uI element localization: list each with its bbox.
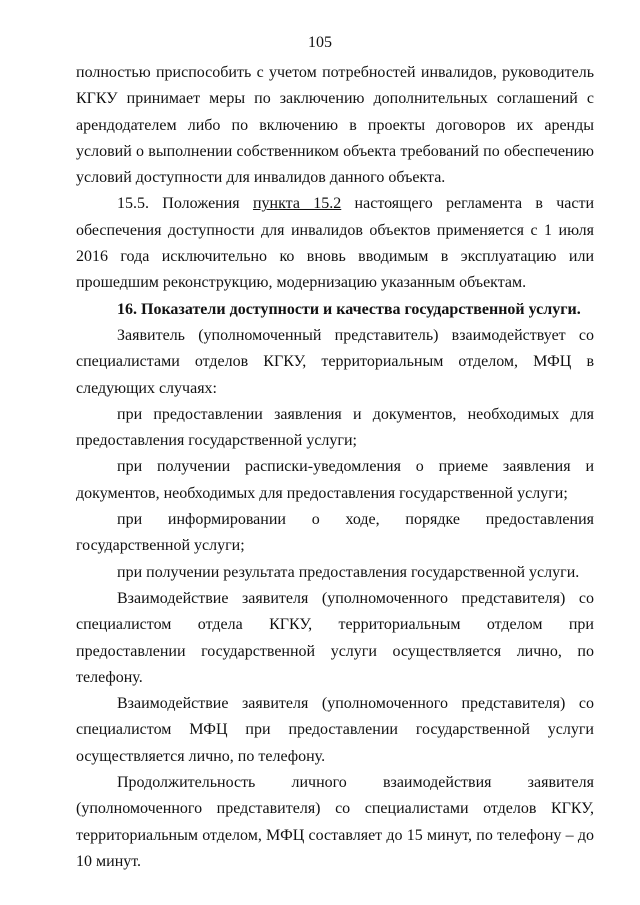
paragraph-accessibility-measures: полностью приспособить с учетом потребностей инвалидов, руководитель КГКУ принимает меры по заключению дополнительных соглашений с арендодателем либо по включению в проекты договоров их аренды условий о выполнении собственником объекта требований по обеспечению условий доступности для инвалидов данного объекта. — [76, 64, 594, 187]
section-16-heading: 16. Показатели доступности и качества государственной услуги. — [117, 300, 581, 318]
paragraph-interaction-duration: Продолжительность личного взаимодействия заявителя (уполномоченного представителя) со специалистами отделов КГКУ, территориальным отделом, МФЦ составляет до 15 минут, по телефону – до 10 минут. — [76, 774, 594, 870]
list-item-result: при получении результата предоставления государственной услуги. — [117, 563, 580, 581]
page-number: 105 — [308, 34, 332, 51]
paragraph-15-5-rest: настоящего регламента в части обеспечения доступности для инвалидов объектов применяется с 1 июля 2016 года исключительно ко вновь вводимым в эксплуатацию или прошедшим реконструкцию, модернизацию указанным объектам. — [76, 195, 595, 292]
paragraph-15-5-start: 15.5. Положения — [117, 195, 253, 213]
paragraph-mfc-interaction: Взаимодействие заявителя (уполномоченного представителя) со специалистом МФЦ при предоставлении государственной услуги осуществляется лично, по телефону. — [76, 695, 594, 765]
paragraph-15-5 — [76, 191, 594, 296]
clause-15-2-link[interactable]: пункта 15.2 — [252, 195, 342, 213]
list-item-informing: при информировании о ходе, порядке предоставления государственной услуги; — [76, 511, 594, 555]
paragraph-kgku-interaction: Взаимодействие заявителя (уполномоченного представителя) со специалистом отдела КГКУ, территориальным отделом при предоставлении государственной услуги осуществляется лично, по телефону. — [76, 589, 594, 686]
list-item-receipt: при получении расписки-уведомления о приеме заявления и документов, необходимых для предоставления государственной услуги; — [76, 458, 594, 502]
list-item-submission: при предоставлении заявления и документов, необходимых для предоставления государственной услуги; — [76, 405, 594, 450]
paragraph-interaction-cases: Заявитель (уполномоченный представитель) взаимодействует со специалистами отделов КГКУ, территориальным отделом, МФЦ в следующих случаях: — [76, 326, 594, 397]
document-body — [76, 60, 594, 875]
